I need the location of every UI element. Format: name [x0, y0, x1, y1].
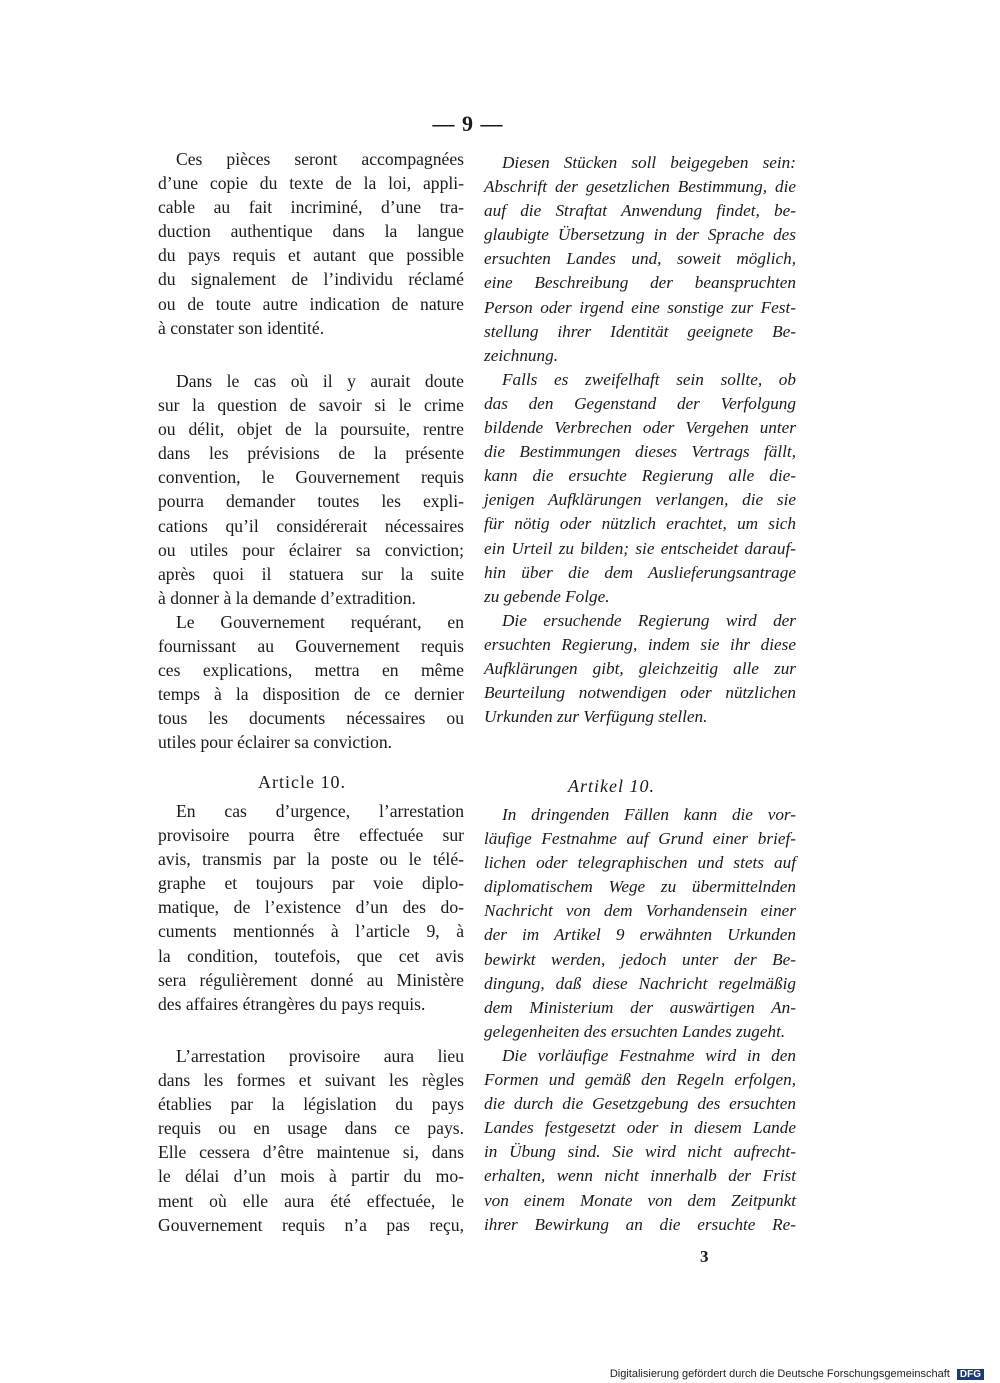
- text-line: auf die Straftat Anwendung findet, be-: [484, 201, 796, 221]
- text-line: convention, le Gouvernement requis: [158, 467, 464, 488]
- text-line: le délai d’un mois à partir du mo-: [158, 1166, 464, 1187]
- text-line: dans les formes et suivant les règles: [158, 1070, 464, 1091]
- text-line: Elle cessera d’être maintenue si, dans: [158, 1142, 464, 1163]
- french-article-heading: Article 10.: [258, 772, 346, 792]
- text-line: établies par la législation du pays: [158, 1094, 464, 1115]
- text-line: zu gebende Folge.: [484, 586, 610, 606]
- german-paragraph-2: [484, 803, 796, 1237]
- text-line: sur la question de savoir si le crime: [158, 395, 464, 416]
- text-line: Abschrift der gesetzlichen Bestimmung, die: [484, 177, 796, 197]
- signature-mark: 3: [700, 1247, 709, 1266]
- text-line: hin über die dem Auslieferungsantrage: [484, 562, 796, 582]
- text-line: jenigen Aufklärungen verlangen, die sie: [484, 490, 796, 510]
- text-line: après quoi il statuera sur la suite: [158, 563, 464, 584]
- text-line: matique, de l’existence d’un des do-: [158, 897, 464, 918]
- footer-credit: [610, 1368, 984, 1380]
- text-line: provisoire pourra être effectuée sur: [158, 825, 464, 846]
- text-line: du pays requis et autant que possible: [158, 245, 464, 266]
- text-line: kann die ersuchte Regierung alle die-: [484, 466, 796, 486]
- text-line: der im Artikel 9 erwähnten Urkunden: [484, 925, 796, 945]
- french-paragraph-3: [158, 799, 464, 1016]
- text-line: für nötig oder nützlich erachtet, um sich: [484, 514, 796, 534]
- french-paragraph-4: [158, 1044, 464, 1237]
- text-line: dem Ministerium der auswärtigen An-: [484, 997, 796, 1017]
- text-line: En cas d’urgence, l’arrestation: [176, 801, 464, 821]
- text-line: eine Beschreibung der beanspruchten: [484, 273, 796, 293]
- text-line: die Bestimmungen dieses Vertrags fällt,: [484, 442, 796, 462]
- text-line: requis ou en usage dans ce pays.: [158, 1118, 464, 1139]
- text-line: diplomatischem Wege zu übermittelnden: [484, 877, 796, 897]
- text-line: temps à la disposition de ce dernier: [158, 684, 464, 705]
- text-line: ou délit, objet de la poursuite, rentre: [158, 419, 464, 440]
- text-line: la condition, toutefois, que cet avis: [158, 945, 464, 966]
- text-line: ersuchten Landes und, soweit möglich,: [484, 249, 796, 269]
- text-line: L’arrestation provisoire aura lieu: [176, 1046, 464, 1066]
- text-line: à donner à la demande d’extradition.: [158, 587, 416, 608]
- text-line: bildende Verbrechen oder Vergehen unter: [484, 418, 796, 438]
- text-line: Urkunden zur Verfügung stellen.: [484, 707, 708, 727]
- text-line: von einem Monate von dem Zeitpunkt: [484, 1190, 796, 1210]
- text-line: lichen oder telegraphischen und stets auf: [484, 853, 796, 873]
- text-line: sera régulièrement donné au Ministère: [158, 969, 464, 990]
- text-line: graphe et toujours par voie diplo-: [158, 873, 464, 894]
- text-line: ein Urteil zu bilden; sie entscheidet darauf-: [484, 538, 796, 558]
- text-line: cuments mentionnés à l’article 9, à: [158, 921, 464, 942]
- text-line: Diesen Stücken soll beigegeben sein:: [502, 153, 796, 172]
- text-line: duction authentique dans la langue: [158, 221, 464, 242]
- text-line: tous les documents nécessaires ou: [158, 708, 464, 729]
- page-number: — 9 —: [432, 111, 504, 136]
- french-paragraph-1: [158, 147, 464, 340]
- text-line: à constater son identité.: [158, 317, 325, 338]
- text-line: glaubigte Übersetzung in der Sprache des: [484, 225, 796, 245]
- text-line: gelegenheiten des ersuchten Landes zugeht.: [484, 1021, 786, 1041]
- text-line: Landes festgesetzt oder in diesem Lande: [484, 1118, 796, 1138]
- text-line: ment où elle aura été effectuée, le: [158, 1190, 464, 1211]
- dfg-logo: DFG: [957, 1369, 984, 1380]
- text-line: In dringenden Fällen kann die vor-: [502, 805, 796, 824]
- text-line: stellung ihrer Identität geeignete Be-: [484, 321, 796, 341]
- text-line: ou utiles pour éclairer sa conviction;: [158, 539, 464, 560]
- text-line: avis, transmis par la poste ou le télé-: [158, 849, 464, 870]
- text-line: pourra demander toutes les expli-: [158, 491, 464, 512]
- text-line: Person oder irgend eine sonstige zur Fest-: [484, 297, 796, 317]
- text-line: Formen und gemäß den Regeln erfolgen,: [484, 1070, 796, 1090]
- text-line: bewirkt werden, jedoch unter der Be-: [484, 949, 796, 969]
- text-line: ihrer Bewirkung an die ersuchte Re-: [484, 1214, 796, 1234]
- text-line: das den Gegenstand der Verfolgung: [484, 393, 796, 413]
- text-line: Falls es zweifelhaft sein sollte, ob: [502, 369, 796, 389]
- german-paragraph-1: [484, 151, 796, 729]
- text-line: in Übung sind. Sie wird nicht aufrecht-: [484, 1142, 796, 1162]
- text-line: dans les prévisions de la présente: [158, 443, 464, 464]
- text-line: Beurteilung notwendigen oder nützlichen: [484, 683, 796, 703]
- text-line: fournissant au Gouvernement requis: [158, 636, 464, 657]
- text-line: Die vorläufige Festnahme wird in den: [502, 1045, 796, 1065]
- text-line: läufige Festnahme auf Grund einer brief-: [484, 829, 796, 849]
- text-line: Nachricht von dem Vorhandensein einer: [484, 901, 796, 921]
- text-line: des affaires étrangères du pays requis.: [158, 993, 426, 1014]
- text-line: Gouvernement requis n’a pas reçu,: [158, 1214, 464, 1235]
- text-line: Die ersuchende Regierung wird der: [502, 610, 796, 630]
- text-line: Dans le cas où il y aurait doute: [176, 371, 464, 391]
- text-line: die durch die Gesetzgebung des ersuchten: [484, 1094, 796, 1114]
- text-line: erhalten, wenn nicht innerhalb der Frist: [484, 1166, 796, 1186]
- text-line: Le Gouvernement requérant, en: [176, 611, 464, 632]
- footer-text: Digitalisierung gefördert durch die Deutsche Forschungsgemeinschaft: [609, 1368, 950, 1380]
- text-line: Aufklärungen gibt, gleichzeitig alle zur: [484, 658, 796, 678]
- text-line: zeichnung.: [484, 345, 558, 365]
- french-paragraph-2: [158, 369, 464, 755]
- text-line: dingung, daß diese Nachricht regelmäßig: [484, 973, 796, 993]
- text-line: ou de toute autre indication de nature: [158, 293, 464, 314]
- text-line: d’une copie du texte de la loi, appli-: [158, 173, 464, 194]
- text-line: Ces pièces seront accompagnées: [176, 149, 464, 169]
- text-line: cations qu’il considérerait nécessaires: [158, 515, 464, 536]
- german-article-heading: Artikel 10.: [568, 776, 655, 796]
- text-line: cable au fait incriminé, d’une tra-: [158, 197, 464, 218]
- text-line: ces explications, mettra en même: [158, 660, 464, 681]
- text-line: ersuchten Regierung, indem sie ihr diese: [484, 634, 796, 654]
- text-line: du signalement de l’individu réclamé: [158, 269, 464, 290]
- text-line: utiles pour éclairer sa conviction.: [158, 732, 393, 753]
